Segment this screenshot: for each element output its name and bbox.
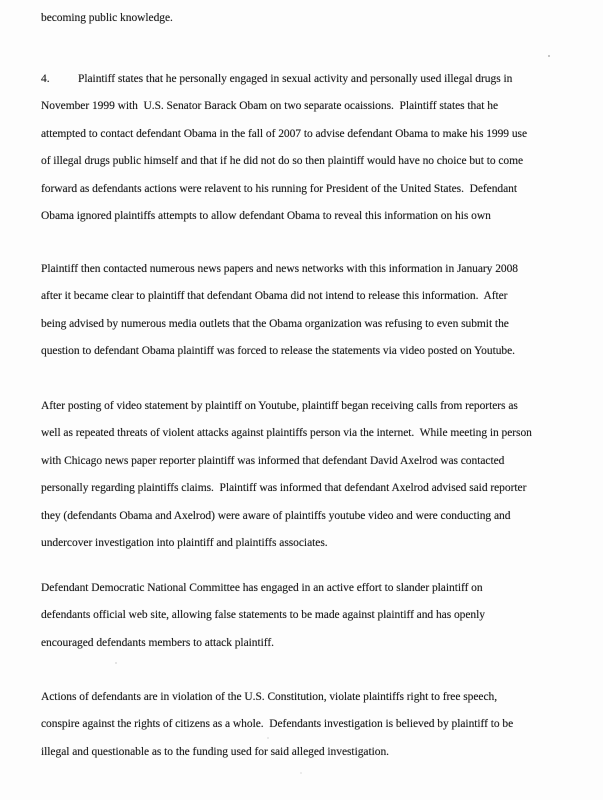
text-line: Defendant Democratic National Committee has engaged in an active effort to slander plaintiff on xyxy=(41,582,483,594)
text-line: well as repeated threats of violent attacks against plaintiffs person via the internet. While meeting in person xyxy=(41,427,532,440)
scan-speck xyxy=(300,772,302,774)
text-line: 4. Plaintiff states that he personally engaged in sexual activity and personally used illegal drugs in xyxy=(41,66,586,93)
text-line: conspire against the rights of citizens as a whole. Defendants investigation is believed by plaintiff to be xyxy=(41,718,514,731)
paragraph-youtube-aftermath xyxy=(41,393,586,557)
text-line: November 1999 with U.S. Senator Barack Obam on two separate ocaissions. Plaintiff states that he xyxy=(41,100,499,113)
paragraph-dnc xyxy=(41,575,586,657)
scan-speck xyxy=(115,662,117,664)
text-line: they (defendants Obama and Axelrod) were aware of plaintiffs youtube video and were conducting and xyxy=(41,509,511,522)
text-line: defendants official web site, allowing false statements to be made against plaintiff and has openly xyxy=(41,609,485,622)
scan-speck xyxy=(267,737,269,739)
text-line: After posting of video statement by plaintiff on Youtube, plaintiff began receiving calls from reporters as xyxy=(41,400,518,412)
text-line: personally regarding plaintiffs claims. Plaintiff was informed that defendant Axelrod advised said reporter xyxy=(41,482,527,495)
text-line: of illegal drugs public himself and that if he did not do so then plaintiff would have no choice but to come xyxy=(41,155,524,168)
text-line: encouraged defendants members to attack plaintiff. xyxy=(41,636,274,649)
text-line: undercover investigation into plaintiff and plaintiffs associates. xyxy=(41,536,328,549)
paragraph-constitution xyxy=(41,684,586,766)
text-line: illegal and questionable as to the funding used for said alleged investigation. xyxy=(41,745,389,758)
text-line: Plaintiff then contacted numerous news papers and news networks with this information in January 2008 xyxy=(41,263,519,275)
paragraph-number: 4. xyxy=(41,73,50,85)
text-line: Actions of defendants are in violation of the U.S. Constitution, violate plaintiffs right to free speech, xyxy=(41,691,498,703)
paragraph-item-4 xyxy=(41,66,586,230)
scan-speck xyxy=(548,55,550,57)
text-line: after it became clear to plaintiff that defendant Obama did not intend to release this information. After xyxy=(41,290,508,303)
text-line: question to defendant Obama plaintiff was forced to release the statements via video posted on Youtube. xyxy=(41,345,516,358)
paragraph-carryover xyxy=(41,5,586,32)
text-line: being advised by numerous media outlets that the Obama organization was refusing to even submit the xyxy=(41,317,509,330)
text-line: with Chicago news paper reporter plaintiff was informed that defendant David Axelrod was contacted xyxy=(41,454,505,467)
text-line: Obama ignored plaintiffs attempts to allow defendant Obama to reveal this information on his own xyxy=(41,209,491,222)
text-line: becoming public knowledge. xyxy=(41,12,173,24)
text-line: attempted to contact defendant Obama in the fall of 2007 to advise defendant Obama to make his 1999 use xyxy=(41,127,528,140)
paragraph-media-contact xyxy=(41,256,586,366)
text-line: forward as defendants actions were relavent to his running for President of the United States. Defendant xyxy=(41,182,518,195)
